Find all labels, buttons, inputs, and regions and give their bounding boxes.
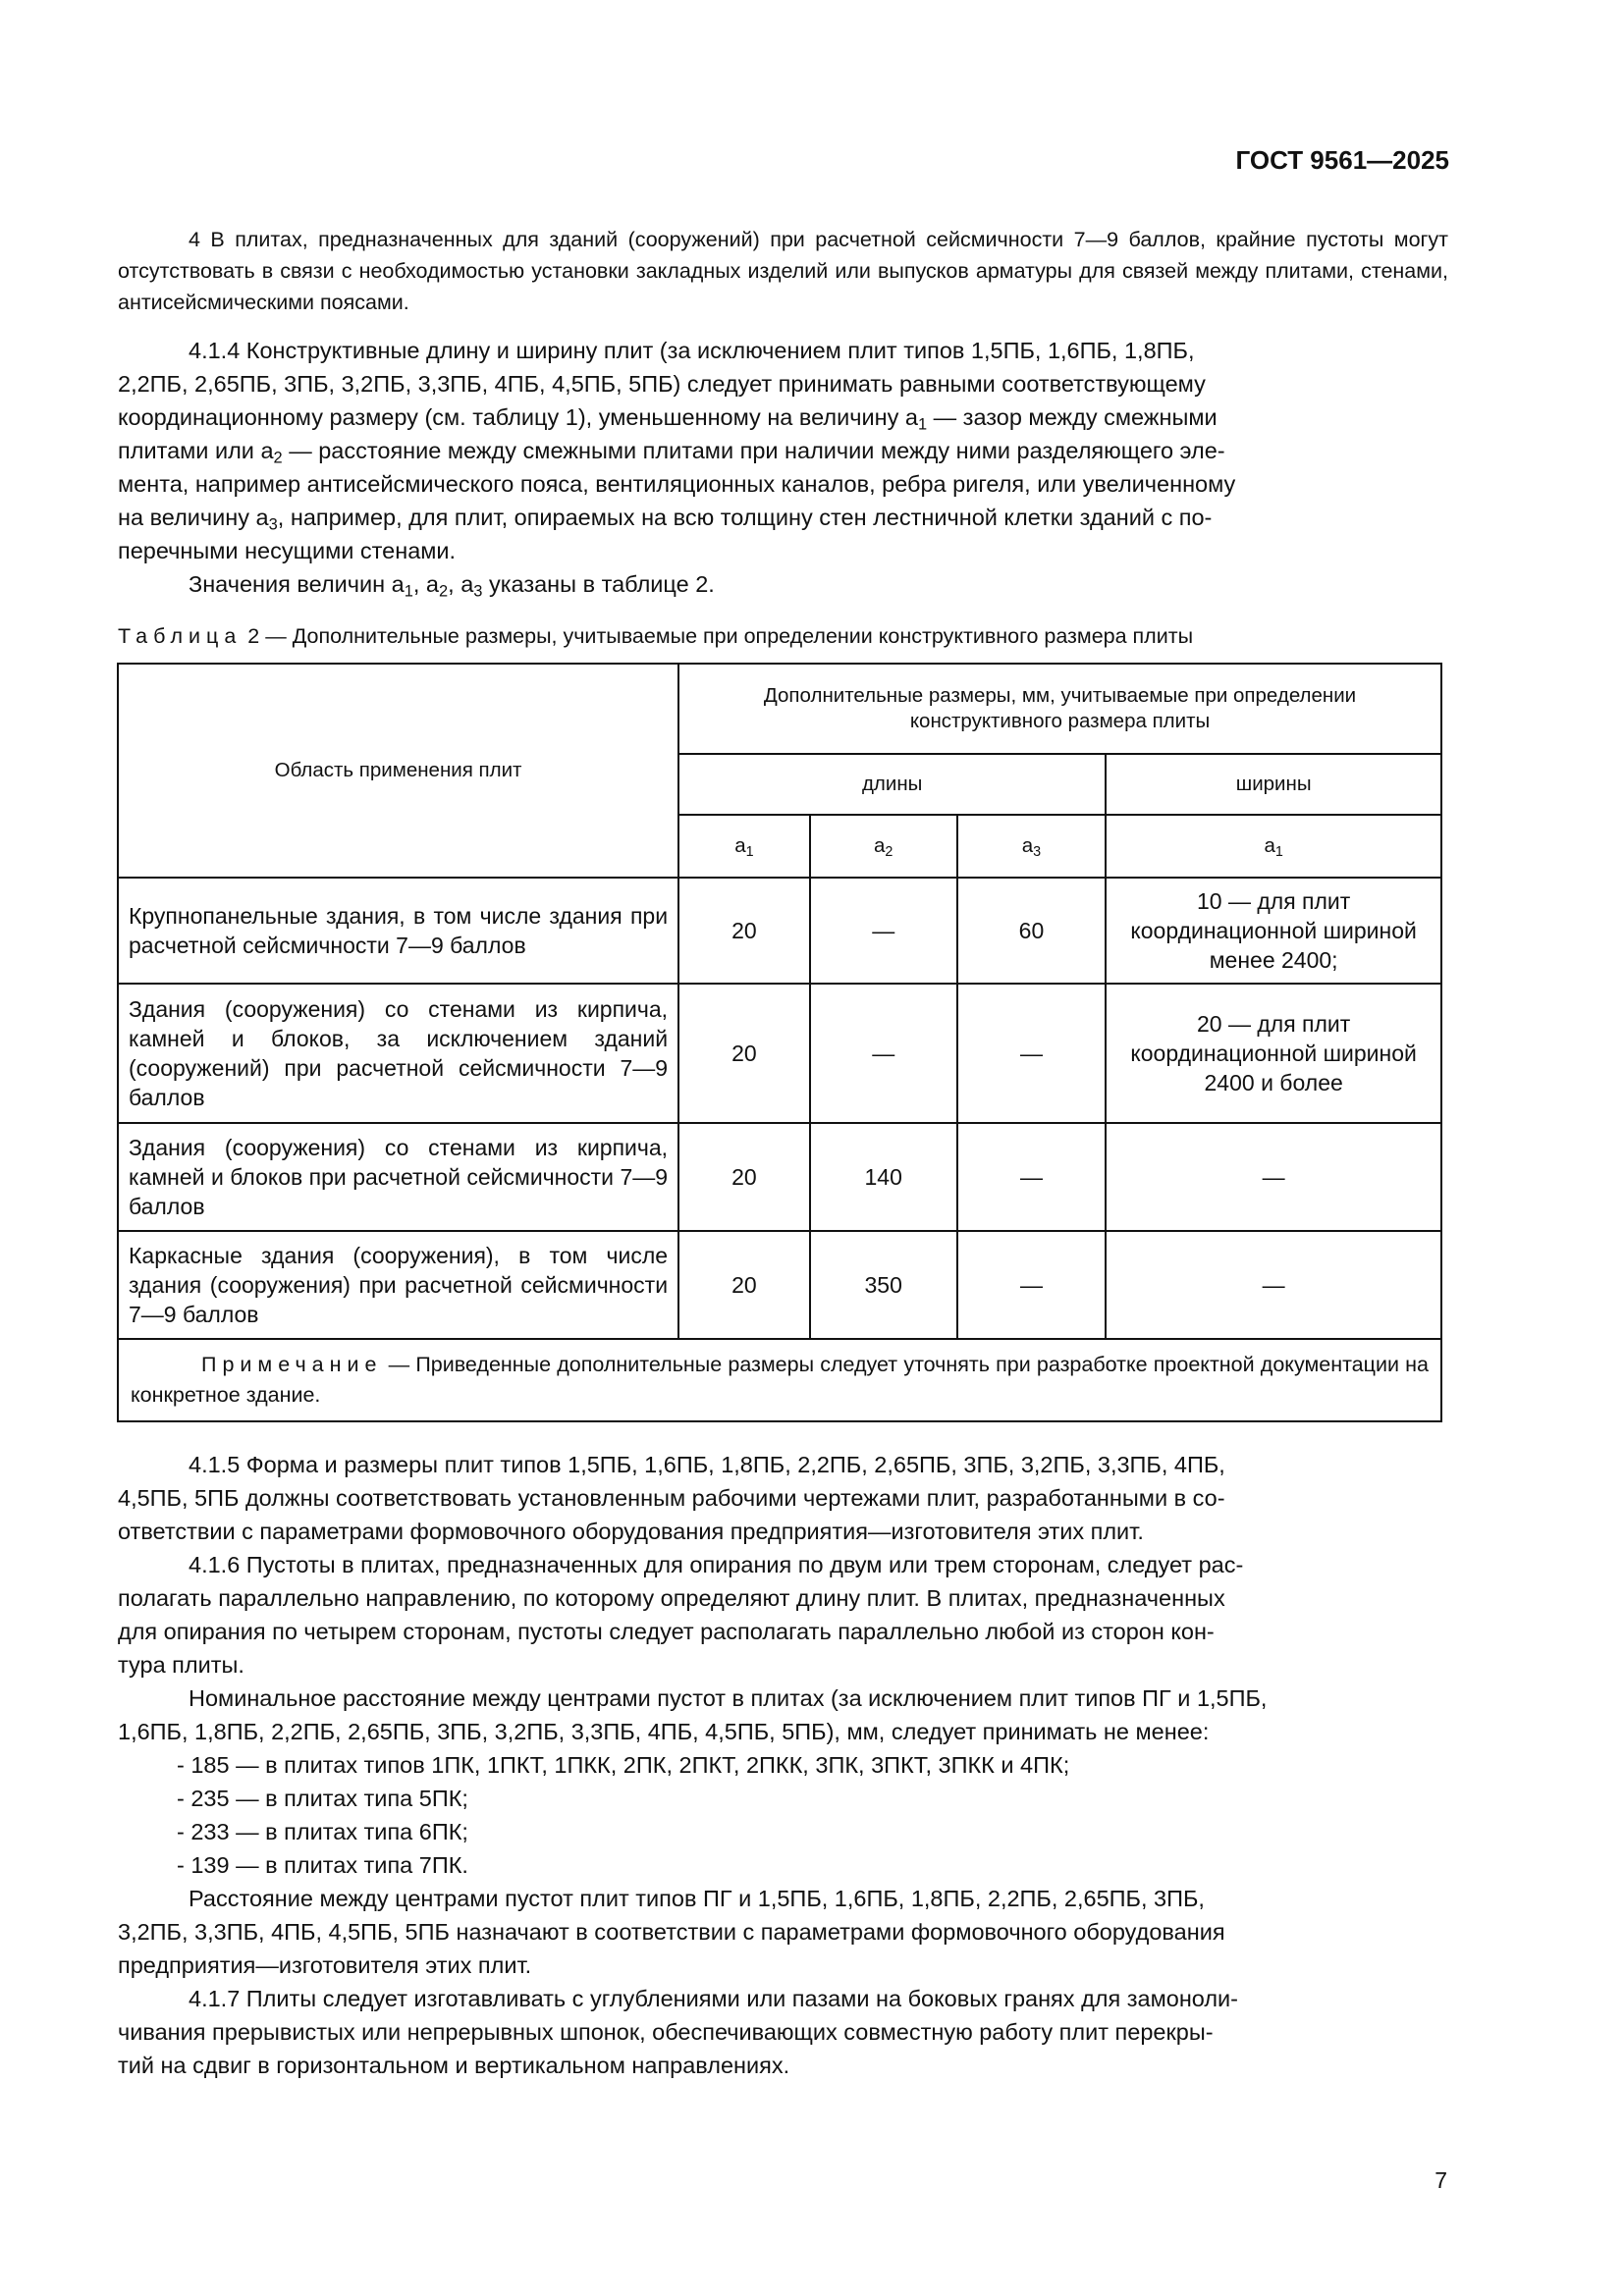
- note-label: Примечание: [201, 1353, 383, 1376]
- cell-area: Крупнопанельные здания, в том числе здания при расчетной сейсмичности 7—9 баллов: [118, 878, 678, 984]
- clause-line: мента, например антисейсмического пояса, вентиляционных каналов, ребра ригеля, или увеличенному: [118, 471, 1236, 497]
- clause-line: Расстояние между центрами пустот плит типов ПГ и 1,5ПБ, 1,6ПБ, 1,8ПБ, 2,2ПБ, 2,65ПБ, 3ПБ,: [189, 1886, 1205, 1911]
- clause-line: Номинальное расстояние между центрами пустот в плитах (за исключением плит типов ПГ и 1,5ПБ,: [189, 1685, 1268, 1711]
- cell-a1: 20: [678, 1123, 810, 1231]
- clause-line: 4.1.5 Форма и размеры плит типов 1,5ПБ, 1,6ПБ, 1,8ПБ, 2,2ПБ, 2,65ПБ, 3ПБ, 3,2ПБ, 3,3ПБ, 4ПБ,: [189, 1452, 1225, 1477]
- clause-text: плитами или а: [118, 438, 274, 463]
- table-row: [118, 1123, 1441, 1231]
- clause-text: , например, для плит, опираемых на всю толщину стен лестничной клетки зданий с по-: [277, 505, 1213, 530]
- clause-text: — зазор между смежными: [927, 404, 1218, 430]
- clause-4-1-6: [118, 1548, 1448, 1682]
- cell-width: —: [1106, 1231, 1441, 1339]
- clause-text: Значения величин а: [189, 571, 405, 597]
- clause-4-1-5: [118, 1448, 1448, 1548]
- note-4-line: связей между плитами, стенами, антисейсмическими поясами.: [118, 259, 1448, 314]
- cell-a2: 140: [810, 1123, 957, 1231]
- cell-a2: —: [810, 878, 957, 984]
- cell-a3: 60: [957, 878, 1107, 984]
- list-item: - 139 — в плитах типа 7ПК.: [177, 1852, 468, 1878]
- clause-text: координационному размеру (см. таблицу 1), уменьшенному на величину а: [118, 404, 918, 430]
- cell-area: Здания (сооружения) со стенами из кирпича, камней и блоков при расчетной сейсмичности 7—9 баллов: [118, 1123, 678, 1231]
- table-caption-label: Таблица: [118, 624, 243, 648]
- clause-line: полагать параллельно направлению, по которому определяют длину плит. В плитах, предназначенных: [118, 1585, 1225, 1611]
- clause-text: указаны в таблице 2.: [482, 571, 715, 597]
- table-row: [118, 984, 1441, 1123]
- cell-area: Здания (сооружения) со стенами из кирпича, камней и блоков, за исключением зданий (сооружений) при расчетной сейсмичности 7—9 баллов: [118, 984, 678, 1123]
- clause-4-1-4: [118, 334, 1448, 601]
- subscript: 2: [439, 582, 449, 601]
- subscript: 1: [404, 582, 413, 601]
- subscript: 3: [1033, 844, 1042, 861]
- subscript: 1: [917, 415, 928, 434]
- table-row: [118, 1231, 1441, 1339]
- header-group: Дополнительные размеры, мм, учитываемые при определении конструктивного размера плиты: [678, 664, 1441, 754]
- nominal-distance: [118, 1682, 1448, 1882]
- clause-line: 2,2ПБ, 2,65ПБ, 3ПБ, 3,2ПБ, 3,3ПБ, 4ПБ, 4,5ПБ, 5ПБ) следует принимать равными соответствующему: [118, 371, 1206, 397]
- clause-line: 4.1.7 Плиты следует изготавливать с углублениями или пазами на боковых гранях для замоноли-: [189, 1986, 1239, 2011]
- header-width: ширины: [1106, 754, 1441, 815]
- header-width-a1: [1106, 815, 1441, 878]
- clause-line: 3,2ПБ, 3,3ПБ, 4ПБ, 4,5ПБ, 5ПБ назначают в соответствии с параметрами формовочного оборудования: [118, 1919, 1225, 1945]
- clause-line: тий на сдвиг в горизонтальном и вертикальном направлениях.: [118, 2053, 790, 2078]
- subscript: 1: [745, 844, 754, 861]
- list-item: - 235 — в плитах типа 5ПК;: [177, 1786, 468, 1811]
- note-4-line: 4 В плитах, предназначенных для зданий (сооружений) при расчетной сейсмичности 7—9 баллов, крайние: [189, 228, 1296, 251]
- header-length: длины: [678, 754, 1106, 815]
- symbol: а: [460, 571, 474, 597]
- header-a1: [678, 815, 810, 878]
- cell-area: Каркасные здания (сооружения), в том числе здания (сооружения) при расчетной сейсмичности 7—9 баллов: [118, 1231, 678, 1339]
- table-caption-text: 2 — Дополнительные размеры, учитываемые при определении конструктивного размера плиты: [242, 624, 1194, 648]
- clause-line: 4,5ПБ, 5ПБ должны соответствовать установленным рабочими чертежами плит, разработанными в со-: [118, 1485, 1225, 1511]
- cell-a3: —: [957, 1231, 1107, 1339]
- cell-a2: 350: [810, 1231, 957, 1339]
- subscript: 2: [885, 844, 893, 861]
- cell-width: 20 — для плит координационной шириной 2400 и более: [1106, 984, 1441, 1123]
- clause-text: — расстояние между смежными плитами при наличии между ними разделяющего эле-: [282, 438, 1225, 463]
- document-id-header: ГОСТ 9561—2025: [1235, 145, 1449, 175]
- clause-line: 4.1.6 Пустоты в плитах, предназначенных для опирания по двум или трем сторонам, следует рас-: [189, 1552, 1244, 1577]
- table-row: [118, 878, 1441, 984]
- header-a3: [957, 815, 1107, 878]
- clause-4-1-7: [118, 1982, 1448, 2082]
- table-note: [118, 1339, 1441, 1421]
- clause-line: чивания прерывистых или непрерывных шпонок, обеспечивающих совместную работу плит перекры-: [118, 2019, 1214, 2045]
- symbol: а: [425, 571, 439, 597]
- clause-line: 1,6ПБ, 1,8ПБ, 2,2ПБ, 2,65ПБ, 3ПБ, 3,2ПБ, 3,3ПБ, 4ПБ, 4,5ПБ, 5ПБ), мм, следует принимать не менее:: [118, 1719, 1210, 1744]
- table-2: [117, 663, 1442, 1422]
- separator: ,: [448, 571, 461, 597]
- clause-line: тура плиты.: [118, 1652, 244, 1678]
- symbol: а: [874, 834, 886, 857]
- separator: ,: [412, 571, 426, 597]
- subscript: 3: [473, 582, 483, 601]
- list-item: - 185 — в плитах типов 1ПК, 1ПКТ, 1ПКК, 2ПК, 2ПКТ, 2ПКК, 3ПК, 3ПКТ, 3ПКК и 4ПК;: [177, 1752, 1070, 1778]
- symbol: а: [1264, 834, 1275, 857]
- symbol: а: [1021, 834, 1034, 857]
- note-4-line: пустоты могут отсутствовать в связи с необходимостью установки закладных изделий или выпусков арматуры для: [118, 228, 1448, 283]
- page-number: 7: [1435, 2167, 1447, 2193]
- symbol: а: [734, 834, 746, 857]
- list-item: - 233 — в плитах типа 6ПК;: [177, 1819, 468, 1844]
- clause-line: перечными несущими стенами.: [118, 538, 457, 563]
- cell-width: 10 — для плит координационной шириной менее 2400;: [1106, 878, 1441, 984]
- clause-line: предприятия—изготовителя этих плит.: [118, 1952, 532, 1978]
- subscript: 1: [1274, 844, 1283, 861]
- header-area: Область применения плит: [118, 664, 678, 878]
- cell-a3: —: [957, 984, 1107, 1123]
- subscript: 3: [268, 515, 278, 534]
- clause-line: ответствии с параметрами формовочного оборудования предприятия—изготовителя этих плит.: [118, 1519, 1144, 1544]
- clause-text: на величину а: [118, 505, 269, 530]
- cell-a3: —: [957, 1123, 1107, 1231]
- cell-a1: 20: [678, 878, 810, 984]
- table-caption: [118, 624, 1193, 649]
- cell-a1: 20: [678, 984, 810, 1123]
- header-a2: [810, 815, 957, 878]
- cell-a1: 20: [678, 1231, 810, 1339]
- subscript: 2: [273, 449, 283, 467]
- cell-width: —: [1106, 1123, 1441, 1231]
- distance-pg: [118, 1882, 1448, 1982]
- cell-a2: —: [810, 984, 957, 1123]
- clause-line: для опирания по четырем сторонам, пустоты следует располагать параллельно любой из сторон кон-: [118, 1619, 1215, 1644]
- clause-line: 4.1.4 Конструктивные длину и ширину плит (за исключением плит типов 1,5ПБ, 1,6ПБ, 1,8ПБ,: [189, 338, 1195, 363]
- note-text: — Приведенные дополнительные размеры следует уточнять при разработке проектной документации на конкретное здание.: [131, 1353, 1429, 1407]
- note-4: [118, 224, 1448, 318]
